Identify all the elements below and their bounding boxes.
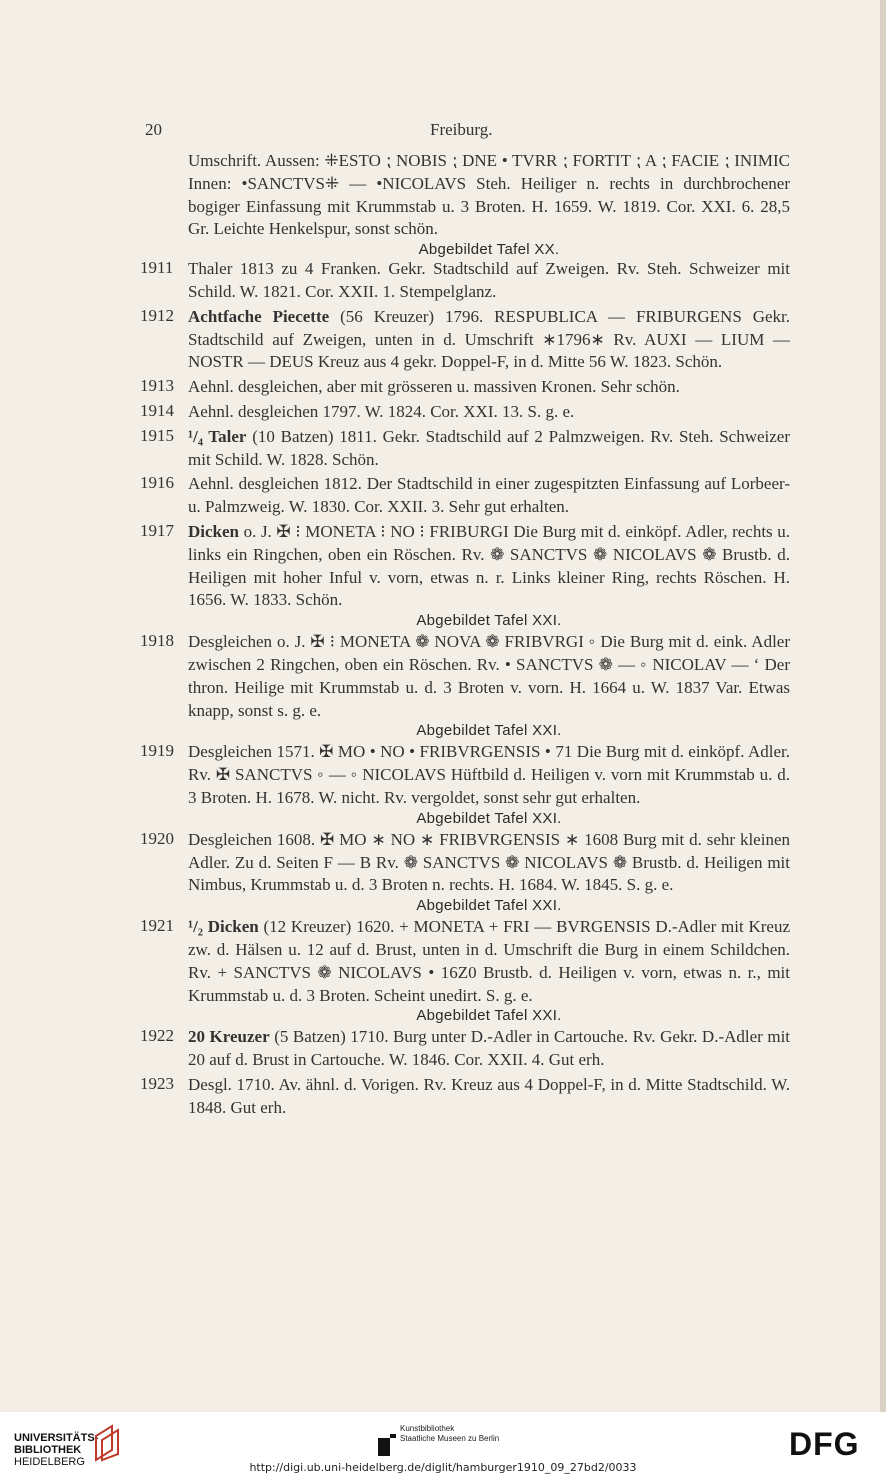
plate-reference: Abgebildet Tafel XXI. [416, 612, 562, 630]
entry-text [188, 1074, 790, 1120]
entry-number: 1920 [140, 828, 174, 848]
entry-text [188, 1026, 790, 1072]
entry-description: Desgl. 1710. Av. ähnl. d. Vorigen. Rv. Kreuz aus 4 Doppel-F, in d. Mitte Stadtschild. W. 1848. Gut erh. [188, 1074, 790, 1117]
catalog-entry [140, 306, 790, 374]
entry-description: Aehnl. desgleichen 1812. Der Stadtschild in einer zugespitzten Einfassung auf Lorbeer- u. Palmzweig. W. 1830. Cor. XXII. 3. Sehr gut erhalten. [188, 474, 790, 517]
catalog-entry [140, 631, 790, 739]
entry-number: 1914 [140, 400, 174, 420]
catalog-entry [140, 376, 790, 399]
entry-description: (10 Batzen) 1811. Gekr. Stadtschild auf 2 Palmzweigen. Rv. Steh. Schweizer mit Schild. W. 1828. Schön. [188, 426, 790, 469]
catalog-entry [140, 473, 790, 519]
entry-description: Aehnl. desgleichen, aber mit grösseren u. massiven Kronen. Sehr schön. [188, 377, 680, 397]
entry-description: Thaler 1813 zu 4 Franken. Gekr. Stadtschild auf Zweigen. Rv. Steh. Schweizer mit Schild. W. 1821. Cor. XXII. 1. Stempelglanz. [188, 259, 790, 301]
entry-text [188, 521, 790, 612]
entry-heading: ¹/₄ Taler [188, 426, 247, 446]
entry-text [188, 426, 790, 472]
plate-reference: Abgebildet Tafel XXI. [416, 809, 562, 827]
entry-description: (56 Kreuzer) 1796. RESPUBLICA — FRIBURGENS Gekr. Stadtschild auf Zweigen, unten in d. Umschrift ∗1796∗ Rv. AUXI — LIUM — NOSTR — DEUS Kreuz aus 4 gekr. Doppel-F, in d. Mitte 56 W. 1823. Schön. [188, 306, 790, 372]
page-number: 20 [145, 120, 162, 139]
catalog-entry [140, 916, 790, 1024]
uni-logo-line3: HEIDELBERG [14, 1456, 85, 1468]
entry-description: Aehnl. desgleichen 1797. W. 1824. Cor. XXI. 13. S. g. e. [188, 401, 575, 421]
plate-reference: Abgebildet Tafel XXI. [416, 1007, 562, 1025]
entry-heading: ¹/₂ Dicken [188, 917, 259, 937]
running-head: Freiburg. [430, 120, 493, 139]
dfg-logo[interactable]: DFG [789, 1426, 860, 1462]
entry-number: 1913 [140, 376, 174, 396]
continued-entry-text: Umschrift. Aussen: ⁜ESTO ⁏ NOBIS ⁏ DNE • TVRR ⁏ FORTIT ⁏ A ⁏ FACIE ⁏ INIMIC Innen: •SANCTVS⁜ — •NICOLAVS Steh. Heiliger n. rechts in durchbrochener bogiger Einfassung mit Krummstab u. 3 Broten. H. 1659. W. 1819. Cor. XXI. 6. 28,5 Gr. Leichte Henkelspur, sonst schön. [188, 151, 790, 239]
page-edge [880, 0, 886, 1412]
continued-entry [140, 150, 790, 258]
footer [0, 1412, 886, 1478]
entry-number: 1915 [140, 425, 174, 445]
entry-number: 1922 [140, 1026, 174, 1046]
entry-number: 1919 [140, 741, 174, 761]
entry-heading: Achtfache Piecette [188, 306, 330, 326]
entry-text [188, 916, 790, 1007]
entry-text [188, 631, 790, 722]
entry-text [188, 401, 790, 424]
entry-heading: 20 Kreuzer [188, 1027, 270, 1047]
entry-description: Desgleichen o. J. ✠ ⁝ MONETA ❁ NOVA ❁ FRIBVRGI ◦ Die Burg mit d. eink. Adler zwischen 2 Ringchen, oben ein Röschen. Rv. • SANCTVS ❁ — ◦ NICOLAV — ‘ Der thron. Heilige mit Krummstab u. d. 3 Broten v. vorn. H. 1664 u. W. 1837 Var. Etwas knapp, sonst s. g. e. [188, 632, 790, 720]
catalog-entry [140, 426, 790, 472]
university-library-mark-icon [90, 1422, 124, 1462]
catalog-entry [140, 521, 790, 629]
kunstbibliothek-logo[interactable] [378, 1424, 499, 1444]
entry-number: 1916 [140, 473, 174, 493]
catalog-entry [140, 829, 790, 914]
uni-logo-line2: BIBLIOTHEK [14, 1444, 82, 1456]
plate-reference: Abgebildet Tafel XXI. [416, 722, 562, 740]
entry-text [188, 473, 790, 519]
entry-description: Desgleichen 1608. ✠ MO ∗ NO ∗ FRIBVRGENSIS ∗ 1608 Burg mit d. sehr kleinen Adler. Zu d. Seiten F — B Rv. ❁ SANCTVS ❁ NICOLAVS ❁ Brustb. d. Heiligen mit Nimbus, Krummstab u. d. 3 Broten n. rechts. H. 1684. W. 1845. S. g. e. [188, 829, 790, 895]
entry-description: Desgleichen 1571. ✠ MO • NO • FRIBVRGENSIS • 71 Die Burg mit d. einköpf. Adler. Rv. ✠ SANCTVS ◦ — ◦ NICOLAVS Hüftbild d. Heiligen v. vorn mit Krummstab u. d. 3 Broten. H. 1678. W. nicht. Rv. vergoldet, sonst sehr gut erhalten. [188, 742, 790, 807]
catalog-entry [140, 741, 790, 826]
entry-text [188, 741, 790, 809]
plate-reference: Abgebildet Tafel XXI. [416, 897, 562, 915]
entry-description: (5 Batzen) 1710. Burg unter D.-Adler in Cartouche. Rv. Gekr. D.-Adler mit 20 auf d. Brust in Cartouche. W. 1846. Cor. XXII. 4. Gut erh. [188, 1027, 791, 1070]
uni-logo-line1: UNIVERSITÄTS- [14, 1432, 99, 1444]
catalog-entries [140, 150, 790, 1121]
entry-text [188, 306, 790, 374]
entry-text [188, 258, 790, 304]
entry-number: 1912 [140, 305, 174, 325]
catalog-entry [140, 258, 790, 304]
permalink-url[interactable]: http://digi.ub.uni-heidelberg.de/diglit/hamburger1910_09_27bd2/0033 [249, 1461, 637, 1474]
entry-text [188, 829, 790, 897]
entry-number: 1923 [140, 1073, 174, 1093]
entry-number: 1921 [140, 916, 174, 936]
kb-logo-line1: Kunstbibliothek [400, 1424, 455, 1433]
catalog-entry [140, 1026, 790, 1072]
entry-text [188, 376, 790, 399]
catalog-entry [140, 1074, 790, 1120]
entry-description: o. J. ✠ ⁝ MONETA ⁝ NO ⁝ FRIBURGI Die Burg mit d. einköpf. Adler, rechts u. links ein Ringchen, oben ein Röschen. Rv. ❁ SANCTVS ❁ NICOLAVS ❁ Brustb. d. Heiligen mit hoher Inful v. vorn, etwas n. r. Links kleiner Ring, rechts Röschen. H. 1656. W. 1833. Schön. [188, 521, 790, 610]
entry-number: 1911 [140, 258, 174, 278]
entry-description: (12 Kreuzer) 1620. + MONETA + FRI — BVRGENSIS D.-Adler mit Kreuz zw. d. Hälsen u. 12 auf d. Brust, unten in d. Umschrift die Burg in einem Schildchen. Rv. + SANCTVS ❁ NICOLAVS • 16Z0 Brustb. d. Heiligen v. vorn, etwas n. r., mit Krummstab u. d. 3 Broten. Scheint unedirt. S. g. e. [188, 917, 790, 1005]
catalog-entry [140, 401, 790, 424]
entry-heading: Dicken [188, 521, 239, 541]
kb-logo-line2: Staatliche Museen zu Berlin [400, 1434, 500, 1443]
plate-reference: Abgebildet Tafel XX. [418, 241, 560, 259]
entry-number: 1917 [140, 520, 174, 540]
entry-number: 1918 [140, 631, 174, 651]
